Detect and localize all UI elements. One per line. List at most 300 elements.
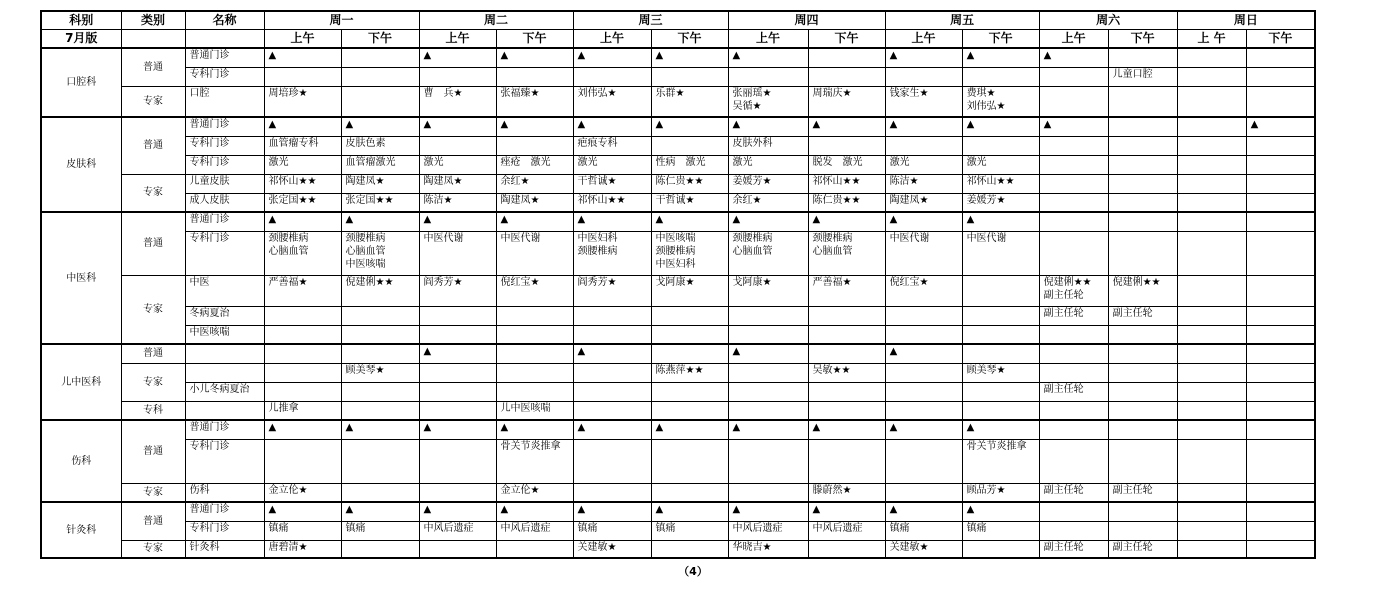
schedule-cell: 激光 xyxy=(419,155,496,174)
schedule-cell xyxy=(962,382,1039,401)
schedule-cell xyxy=(1108,521,1177,540)
schedule-cell: 祁怀山★★ xyxy=(808,174,885,193)
schedule-cell xyxy=(264,325,341,344)
outpatient-schedule-table xyxy=(40,10,1316,559)
schedule-cell xyxy=(1246,174,1315,193)
schedule-cell xyxy=(1246,67,1315,86)
schedule-cell: 皮肤外科 xyxy=(728,136,808,155)
schedule-cell xyxy=(496,67,573,86)
schedule-cell xyxy=(496,325,573,344)
pf-row xyxy=(41,155,1315,174)
schedule-cell xyxy=(341,325,419,344)
dept-cell: 针灸科 xyxy=(41,502,121,558)
header-am: 上午 xyxy=(1039,30,1108,49)
schedule-cell xyxy=(1039,502,1108,521)
schedule-cell xyxy=(1246,401,1315,420)
schedule-cell xyxy=(728,67,808,86)
sk-row xyxy=(41,420,1315,439)
triangle-marker: ▲ xyxy=(419,48,496,67)
schedule-cell xyxy=(1039,193,1108,212)
header-type: 类别 xyxy=(121,11,185,30)
schedule-cell xyxy=(1039,136,1108,155)
schedule-cell: 余红★ xyxy=(496,174,573,193)
triangle-marker: ▲ xyxy=(341,117,419,136)
schedule-cell xyxy=(1039,344,1108,363)
schedule-cell xyxy=(728,382,808,401)
schedule-cell xyxy=(1039,420,1108,439)
schedule-cell xyxy=(1177,483,1246,502)
triangle-marker: ▲ xyxy=(885,117,962,136)
type-cell: 专家 xyxy=(121,483,185,502)
type-cell: 专家 xyxy=(121,86,185,117)
schedule-cell xyxy=(573,439,651,483)
schedule-cell: 陈洁★ xyxy=(419,193,496,212)
type-cell: 普通 xyxy=(121,420,185,483)
schedule-cell xyxy=(496,363,573,382)
type-cell: 普通 xyxy=(121,48,185,86)
schedule-cell xyxy=(419,401,496,420)
schedule-cell xyxy=(651,439,728,483)
triangle-marker: ▲ xyxy=(1039,117,1108,136)
triangle-marker: ▲ xyxy=(419,420,496,439)
header-pm: 下午 xyxy=(962,30,1039,49)
schedule-cell: 皮肤色素 xyxy=(341,136,419,155)
schedule-cell xyxy=(1108,86,1177,117)
schedule-cell xyxy=(1108,231,1177,275)
schedule-cell: 疤痕专科 xyxy=(573,136,651,155)
type-cell: 专科 xyxy=(121,401,185,420)
schedule-cell: 干哲诚★ xyxy=(573,174,651,193)
schedule-cell xyxy=(808,439,885,483)
name-cell: 专科门诊 xyxy=(185,521,264,540)
schedule-cell xyxy=(1177,521,1246,540)
schedule-cell xyxy=(1246,502,1315,521)
schedule-cell: 激光 xyxy=(264,155,341,174)
schedule-cell: 关建敏★ xyxy=(573,540,651,558)
schedule-cell xyxy=(1108,117,1177,136)
triangle-marker: ▲ xyxy=(496,212,573,231)
schedule-cell: 中医妇科 颈腰椎病 xyxy=(573,231,651,275)
schedule-cell xyxy=(341,306,419,325)
triangle-marker: ▲ xyxy=(885,48,962,67)
schedule-cell: 阎秀芳★ xyxy=(573,275,651,306)
ez-row xyxy=(41,363,1315,382)
schedule-cell: 中风后遗症 xyxy=(808,521,885,540)
pf-row xyxy=(41,174,1315,193)
schedule-cell xyxy=(1108,439,1177,483)
schedule-cell xyxy=(1246,363,1315,382)
type-cell: 专家 xyxy=(121,540,185,558)
schedule-cell: 阎秀芳★ xyxy=(419,275,496,306)
name-cell: 口腔 xyxy=(185,86,264,117)
type-cell: 普通 xyxy=(121,502,185,540)
schedule-cell xyxy=(651,325,728,344)
schedule-cell xyxy=(264,306,341,325)
schedule-cell: 中医咳喘 颈腰椎病 中医妇科 xyxy=(651,231,728,275)
name-cell xyxy=(185,363,264,382)
schedule-cell xyxy=(419,540,496,558)
schedule-cell xyxy=(1246,306,1315,325)
schedule-cell xyxy=(1108,382,1177,401)
header-am: 上午 xyxy=(419,30,496,49)
schedule-cell xyxy=(419,67,496,86)
header-am: 上午 xyxy=(573,30,651,49)
schedule-cell: 镇痛 xyxy=(962,521,1039,540)
triangle-marker: ▲ xyxy=(419,212,496,231)
name-cell: 普通门诊 xyxy=(185,117,264,136)
schedule-cell xyxy=(341,401,419,420)
triangle-marker: ▲ xyxy=(496,420,573,439)
schedule-cell: 中医代谢 xyxy=(419,231,496,275)
schedule-cell xyxy=(962,275,1039,306)
schedule-cell: 祁怀山★★ xyxy=(264,174,341,193)
type-cell: 普通 xyxy=(121,212,185,275)
schedule-cell xyxy=(808,48,885,67)
schedule-cell xyxy=(264,382,341,401)
schedule-cell xyxy=(1108,48,1177,67)
schedule-cell xyxy=(1108,420,1177,439)
schedule-cell xyxy=(1108,212,1177,231)
schedule-cell xyxy=(496,382,573,401)
schedule-cell xyxy=(728,306,808,325)
schedule-cell xyxy=(962,67,1039,86)
schedule-cell xyxy=(1039,86,1108,117)
triangle-marker: ▲ xyxy=(1246,117,1315,136)
zy-row xyxy=(41,306,1315,325)
triangle-marker: ▲ xyxy=(1039,48,1108,67)
schedule-cell xyxy=(1177,401,1246,420)
schedule-cell: 戈阿康★ xyxy=(651,275,728,306)
header-name: 名称 xyxy=(185,11,264,30)
schedule-cell: 副主任轮 xyxy=(1108,306,1177,325)
type-cell: 专家 xyxy=(121,275,185,344)
schedule-cell: 顾美琴★ xyxy=(962,363,1039,382)
schedule-cell xyxy=(264,344,341,363)
triangle-marker: ▲ xyxy=(573,48,651,67)
schedule-cell xyxy=(808,344,885,363)
schedule-cell: 干哲诚★ xyxy=(651,193,728,212)
schedule-cell: 副主任轮 xyxy=(1039,483,1108,502)
triangle-marker: ▲ xyxy=(808,420,885,439)
schedule-cell xyxy=(1177,155,1246,174)
header-pm: 下午 xyxy=(1108,30,1177,49)
schedule-cell xyxy=(962,136,1039,155)
triangle-marker: ▲ xyxy=(728,212,808,231)
page-number: （4） xyxy=(678,565,708,578)
schedule-cell xyxy=(573,306,651,325)
triangle-marker: ▲ xyxy=(962,420,1039,439)
name-cell: 专科门诊 xyxy=(185,439,264,483)
schedule-cell xyxy=(1039,521,1108,540)
schedule-cell xyxy=(808,401,885,420)
schedule-cell xyxy=(885,325,962,344)
schedule-cell xyxy=(1039,363,1108,382)
schedule-cell xyxy=(808,382,885,401)
schedule-cell xyxy=(573,67,651,86)
name-cell xyxy=(185,344,264,363)
triangle-marker: ▲ xyxy=(573,117,651,136)
schedule-cell xyxy=(651,67,728,86)
schedule-cell: 费琪★ 刘伟弘★ xyxy=(962,86,1039,117)
schedule-cell: 华晓吉★ xyxy=(728,540,808,558)
triangle-marker: ▲ xyxy=(264,502,341,521)
schedule-cell xyxy=(1246,325,1315,344)
schedule-cell xyxy=(1177,193,1246,212)
schedule-cell xyxy=(1177,86,1246,117)
schedule-cell xyxy=(573,325,651,344)
schedule-cell xyxy=(651,540,728,558)
schedule-cell: 镇痛 xyxy=(651,521,728,540)
schedule-cell xyxy=(1246,540,1315,558)
schedule-cell xyxy=(1177,382,1246,401)
pf-row xyxy=(41,136,1315,155)
schedule-cell xyxy=(808,325,885,344)
schedule-cell xyxy=(573,363,651,382)
schedule-cell xyxy=(651,382,728,401)
schedule-cell xyxy=(1108,136,1177,155)
triangle-marker: ▲ xyxy=(651,420,728,439)
schedule-cell xyxy=(341,382,419,401)
schedule-cell: 脱发 激光 xyxy=(808,155,885,174)
schedule-cell: 骨关节炎推拿 xyxy=(496,439,573,483)
schedule-cell: 性病 激光 xyxy=(651,155,728,174)
schedule-cell xyxy=(573,483,651,502)
schedule-cell xyxy=(1246,136,1315,155)
schedule-cell xyxy=(728,483,808,502)
triangle-marker: ▲ xyxy=(573,502,651,521)
triangle-marker: ▲ xyxy=(728,502,808,521)
schedule-cell xyxy=(264,439,341,483)
schedule-cell xyxy=(808,306,885,325)
schedule-cell: 颈腰椎病 心脑血管 xyxy=(808,231,885,275)
dept-cell: 中医科 xyxy=(41,212,121,344)
triangle-marker: ▲ xyxy=(573,344,651,363)
header-wed: 周三 xyxy=(573,11,728,30)
schedule-cell xyxy=(1039,155,1108,174)
name-cell: 普通门诊 xyxy=(185,420,264,439)
triangle-marker: ▲ xyxy=(885,212,962,231)
triangle-marker: ▲ xyxy=(496,117,573,136)
schedule-cell xyxy=(1177,212,1246,231)
zj-row xyxy=(41,540,1315,558)
schedule-cell xyxy=(962,401,1039,420)
schedule-cell xyxy=(1246,439,1315,483)
schedule-cell: 中医代谢 xyxy=(496,231,573,275)
kq-row xyxy=(41,67,1315,86)
schedule-cell: 周培珍★ xyxy=(264,86,341,117)
schedule-cell xyxy=(419,325,496,344)
schedule-cell xyxy=(1177,344,1246,363)
schedule-cell: 戈阿康★ xyxy=(728,275,808,306)
dept-cell: 皮肤科 xyxy=(41,117,121,212)
schedule-cell: 钱家生★ xyxy=(885,86,962,117)
schedule-cell xyxy=(496,540,573,558)
schedule-cell xyxy=(419,439,496,483)
dept-cell: 伤科 xyxy=(41,420,121,502)
schedule-cell: 陈燕萍★★ xyxy=(651,363,728,382)
schedule-cell xyxy=(341,483,419,502)
schedule-cell xyxy=(808,540,885,558)
schedule-cell: 祁怀山★★ xyxy=(962,174,1039,193)
sk-row xyxy=(41,483,1315,502)
schedule-cell xyxy=(728,325,808,344)
triangle-marker: ▲ xyxy=(573,212,651,231)
schedule-cell: 陶建凤★ xyxy=(341,174,419,193)
triangle-marker: ▲ xyxy=(885,344,962,363)
schedule-cell xyxy=(419,483,496,502)
triangle-marker: ▲ xyxy=(651,212,728,231)
header-pm: 下午 xyxy=(341,30,419,49)
triangle-marker: ▲ xyxy=(419,344,496,363)
schedule-cell: 中风后遗症 xyxy=(496,521,573,540)
triangle-marker: ▲ xyxy=(962,117,1039,136)
schedule-cell: 张定国★★ xyxy=(341,193,419,212)
schedule-cell xyxy=(1177,439,1246,483)
schedule-cell xyxy=(651,136,728,155)
schedule-cell xyxy=(419,306,496,325)
schedule-cell: 血管瘤专科 xyxy=(264,136,341,155)
schedule-cell xyxy=(885,439,962,483)
schedule-cell: 刘伟弘★ xyxy=(573,86,651,117)
name-cell: 小儿冬病夏治 xyxy=(185,382,264,401)
triangle-marker: ▲ xyxy=(419,117,496,136)
name-cell xyxy=(185,401,264,420)
header-row-days xyxy=(41,11,1315,30)
schedule-cell xyxy=(1108,363,1177,382)
schedule-cell: 儿中医咳喘 xyxy=(496,401,573,420)
schedule-cell: 倪建俐★★ 副主任轮 xyxy=(1039,275,1108,306)
header-pm: 下午 xyxy=(1246,30,1315,49)
triangle-marker: ▲ xyxy=(573,420,651,439)
schedule-cell xyxy=(1246,382,1315,401)
header-am: 上午 xyxy=(264,30,341,49)
triangle-marker: ▲ xyxy=(728,420,808,439)
schedule-cell xyxy=(1246,86,1315,117)
sk-row xyxy=(41,439,1315,483)
schedule-cell: 镇痛 xyxy=(573,521,651,540)
schedule-cell xyxy=(1039,401,1108,420)
schedule-cell xyxy=(885,306,962,325)
schedule-cell xyxy=(728,363,808,382)
schedule-cell xyxy=(885,401,962,420)
triangle-marker: ▲ xyxy=(885,420,962,439)
schedule-cell xyxy=(885,483,962,502)
triangle-marker: ▲ xyxy=(808,117,885,136)
schedule-cell xyxy=(1039,439,1108,483)
schedule-cell xyxy=(419,363,496,382)
schedule-cell xyxy=(419,136,496,155)
schedule-cell: 镇痛 xyxy=(264,521,341,540)
schedule-cell xyxy=(264,363,341,382)
triangle-marker: ▲ xyxy=(651,117,728,136)
schedule-cell xyxy=(651,401,728,420)
schedule-cell xyxy=(1177,174,1246,193)
schedule-cell xyxy=(341,86,419,117)
schedule-cell xyxy=(1246,420,1315,439)
schedule-cell xyxy=(1246,483,1315,502)
schedule-cell: 倪红宝★ xyxy=(885,275,962,306)
schedule-cell: 顾美琴★ xyxy=(341,363,419,382)
schedule-cell xyxy=(1108,174,1177,193)
header-am: 上 午 xyxy=(1177,30,1246,49)
pf-row xyxy=(41,193,1315,212)
schedule-cell: 姜媛芳★ xyxy=(728,174,808,193)
name-cell: 儿童皮肤 xyxy=(185,174,264,193)
schedule-cell: 痤疮 激光 xyxy=(496,155,573,174)
schedule-cell: 余红★ xyxy=(728,193,808,212)
ez-row xyxy=(41,344,1315,363)
schedule-cell xyxy=(1177,325,1246,344)
schedule-cell xyxy=(1177,540,1246,558)
schedule-cell xyxy=(1039,212,1108,231)
zy-row xyxy=(41,231,1315,275)
schedule-cell xyxy=(1177,420,1246,439)
schedule-cell: 血管瘤激光 xyxy=(341,155,419,174)
schedule-cell xyxy=(1039,325,1108,344)
schedule-cell xyxy=(1177,67,1246,86)
triangle-marker: ▲ xyxy=(728,117,808,136)
schedule-cell xyxy=(573,382,651,401)
schedule-cell xyxy=(419,382,496,401)
schedule-cell: 中医代谢 xyxy=(885,231,962,275)
schedule-cell xyxy=(1246,231,1315,275)
name-cell: 专科门诊 xyxy=(185,231,264,275)
header-version: 7月版 xyxy=(41,30,121,49)
header-row-halves xyxy=(41,30,1315,49)
header-fri: 周五 xyxy=(885,11,1039,30)
triangle-marker: ▲ xyxy=(264,212,341,231)
triangle-marker: ▲ xyxy=(651,502,728,521)
schedule-cell: 激光 xyxy=(962,155,1039,174)
schedule-cell xyxy=(1177,363,1246,382)
header-mon: 周一 xyxy=(264,11,419,30)
schedule-cell: 乐群★ xyxy=(651,86,728,117)
ez-row xyxy=(41,382,1315,401)
name-cell: 普通门诊 xyxy=(185,212,264,231)
schedule-cell xyxy=(341,67,419,86)
schedule-cell xyxy=(1039,174,1108,193)
schedule-cell: 严善福★ xyxy=(808,275,885,306)
schedule-cell: 张定国★★ xyxy=(264,193,341,212)
type-cell: 普通 xyxy=(121,344,185,363)
zj-row xyxy=(41,521,1315,540)
schedule-cell xyxy=(573,401,651,420)
schedule-cell xyxy=(264,67,341,86)
schedule-cell xyxy=(885,67,962,86)
header-pm: 下午 xyxy=(808,30,885,49)
schedule-cell xyxy=(1177,502,1246,521)
header-sun: 周日 xyxy=(1177,11,1315,30)
schedule-cell: 陈洁★ xyxy=(885,174,962,193)
schedule-cell: 激光 xyxy=(728,155,808,174)
schedule-cell xyxy=(1246,193,1315,212)
name-cell: 普通门诊 xyxy=(185,502,264,521)
triangle-marker: ▲ xyxy=(341,212,419,231)
schedule-cell xyxy=(651,344,728,363)
schedule-cell xyxy=(1108,401,1177,420)
kq-row xyxy=(41,86,1315,117)
type-cell: 普通 xyxy=(121,117,185,174)
kq-row xyxy=(41,48,1315,67)
schedule-cell xyxy=(962,325,1039,344)
schedule-cell xyxy=(728,439,808,483)
schedule-cell: 中风后遗症 xyxy=(419,521,496,540)
dept-cell: 口腔科 xyxy=(41,48,121,117)
name-cell: 专科门诊 xyxy=(185,67,264,86)
schedule-cell: 副主任轮 xyxy=(1108,540,1177,558)
zj-row xyxy=(41,502,1315,521)
schedule-cell xyxy=(885,382,962,401)
